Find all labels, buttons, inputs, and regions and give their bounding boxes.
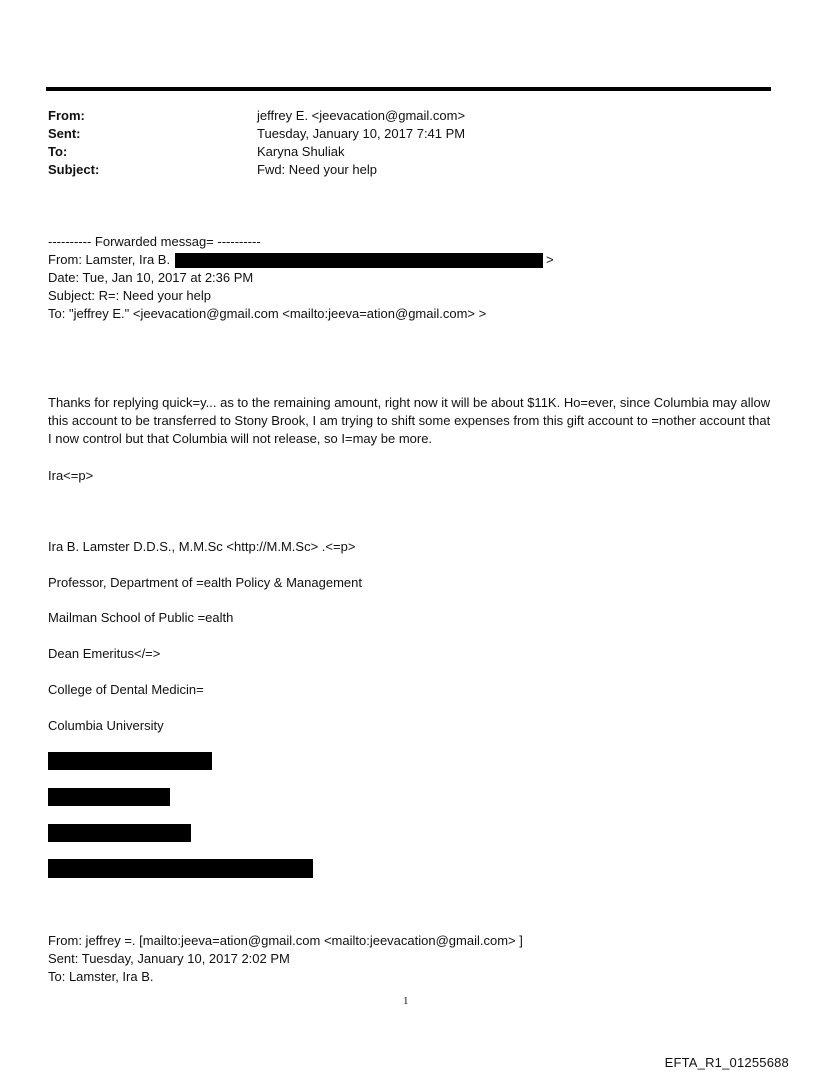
signature-college: College of Dental Medicin= [48,682,204,697]
forwarded-separator: ---------- Forwarded messag= ---------- [48,234,261,249]
page-number: 1 [403,995,409,1007]
subject-label: Subject: [48,162,100,177]
redaction-box [175,253,543,268]
signature-university: Columbia University [48,718,164,733]
redaction-box [48,859,313,878]
signature-school: Mailman School of Public =ealth [48,610,234,625]
forwarded-to: To: "jeffrey E." <jeevacation@gmail.com <mailto:jeeva=ation@gmail.com> > [48,306,487,321]
signature-name: Ira B. Lamster D.D.S., M.M.Sc <http://M.M.Sc> .<=p> [48,539,356,554]
previous-to: To: Lamster, Ira B. [48,969,154,984]
to-label: To: [48,144,68,159]
forwarded-from: From: Lamster, Ira B. [48,252,171,267]
redaction-box [48,788,170,806]
from-value: jeffrey E. <jeevacation@gmail.com> [257,108,466,123]
sent-value: Tuesday, January 10, 2017 7:41 PM [257,126,466,141]
from-label: From: [48,108,85,123]
forwarded-subject: Subject: R=: Need your help [48,288,211,303]
forwarded-date: Date: Tue, Jan 10, 2017 at 2:36 PM [48,270,254,285]
subject-value: Fwd: Need your help [257,162,377,177]
redaction-box [48,752,212,770]
signature-title: Professor, Department of =ealth Policy & Management [48,575,362,590]
signature-dean: Dean Emeritus</=> [48,646,161,661]
document-id: EFTA_R1_01255688 [664,1055,789,1070]
header-divider [46,87,771,91]
previous-sent: Sent: Tuesday, January 10, 2017 2:02 PM [48,951,290,966]
to-value: Karyna Shuliak [257,144,345,159]
previous-from: From: jeffrey =. [mailto:jeeva=ation@gmail.com <mailto:jeevacation@gmail.com> ] [48,933,523,948]
body-sign-off: Ira<=p> [48,468,94,483]
forwarded-from-suffix: > [546,252,554,267]
redaction-box [48,824,191,842]
sent-label: Sent: [48,126,81,141]
body-paragraph: Thanks for replying quick=y... as to the remaining amount, right now it will be about $11K. Ho=ever, since Columbia may allow this account to be transferred to Stony Brook, I am trying to shift some expenses from this gift account to =nother account that I now control but that Columbia will not release, so I=may be more. [48,395,771,446]
